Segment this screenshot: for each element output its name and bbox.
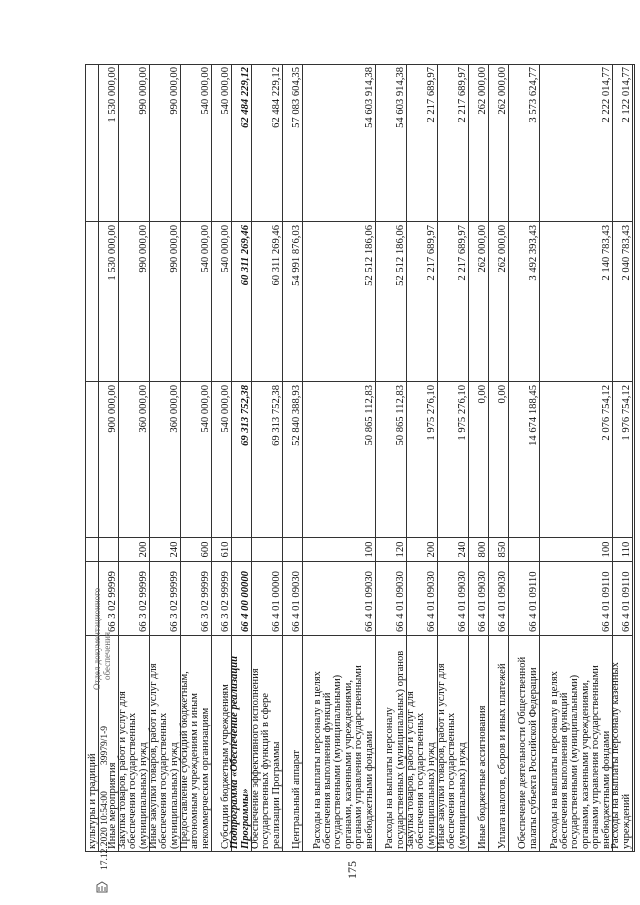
row-name: Иные мероприятия [106, 762, 118, 849]
table-row [489, 64, 509, 852]
row-code: 66 4 01 09030 [283, 562, 302, 636]
row-value-3: 2 217 689,97 [407, 64, 437, 222]
row-name: культуры и традиций [86, 753, 98, 849]
table-row [435, 64, 469, 852]
row-value-3: 2 222 014,77 [540, 64, 612, 222]
row-expense-type: 110 [613, 538, 632, 562]
row-value-1: 52 840 388,93 [283, 382, 302, 538]
row-value-3: 262 000,00 [469, 64, 488, 222]
row-value-1: 50 865 112,83 [376, 382, 406, 538]
row-expense-type: 100 [540, 538, 612, 562]
footer-doc-id: 39979/1-9 [100, 725, 110, 765]
row-name: Предоставление субсидий бюджетным, автономным учреждениям и иным некоммерческим организациям [178, 671, 211, 849]
row-value-3: 54 603 914,38 [303, 64, 375, 222]
row-value-3: 57 083 604,35 [283, 64, 302, 222]
table-row [509, 64, 540, 852]
row-name: Обеспечение деятельности Общественной палаты субъекта Российской Федерации [517, 656, 539, 849]
row-expense-type: 200 [119, 538, 149, 562]
row-expense-type: 610 [212, 538, 231, 562]
page-number: 175 [345, 861, 359, 879]
row-code: 66 4 01 00000 [252, 562, 282, 636]
row-name: Иные бюджетные ассигнования [476, 705, 488, 849]
row-value-1: 0,00 [489, 382, 508, 538]
row-value-2: 262 000,00 [489, 222, 508, 382]
row-expense-type [232, 538, 251, 562]
table-row [610, 64, 633, 852]
row-value-2 [85, 222, 98, 382]
row-value-2: 54 991 876,03 [283, 222, 302, 382]
row-code: 66 4 01 09030 [469, 562, 488, 636]
row-value-3: 62 484 229,12 [232, 64, 251, 222]
row-value-1: 1 975 276,10 [438, 382, 468, 538]
row-value-1: 360 000,00 [150, 382, 180, 538]
row-value-1: 69 313 752,38 [252, 382, 282, 538]
budget-table [85, 64, 635, 852]
row-value-2: 2 217 689,97 [438, 222, 468, 382]
table-row [540, 64, 613, 852]
table-row [469, 64, 489, 852]
row-value-1: 900 000,00 [99, 382, 118, 538]
row-code: 66 4 01 09030 [407, 562, 437, 636]
row-value-3: 2 217 689,97 [438, 64, 468, 222]
stamp-line-1: Отдел документационного [92, 587, 102, 690]
row-code: 66 3 02 99999 [181, 562, 211, 636]
table-row [116, 64, 150, 852]
row-name: Обеспечение эффективного исполнения государственных функций в сфере реализации Программы [249, 668, 282, 849]
row-name: Расходы на выплаты персоналу в целях обеспечения выполнения функций государственными (муниципальными) органами, казенными учреждениями, органами управления государственными внебюджетными фондами [548, 665, 612, 849]
row-expense-type: 100 [303, 538, 375, 562]
row-value-3: 2 122 014,77 [613, 64, 632, 222]
row-code: 66 4 01 09030 [376, 562, 406, 636]
row-value-2: 60 311 269,46 [232, 222, 251, 382]
row-value-3: 540 000,00 [181, 64, 211, 222]
row-value-2: 990 000,00 [150, 222, 180, 382]
table-row [303, 64, 376, 852]
row-value-2: 2 040 783,43 [613, 222, 632, 382]
row-value-2: 60 311 269,46 [252, 222, 282, 382]
row-expense-type: 600 [181, 538, 211, 562]
table-row [178, 64, 212, 852]
table-row [283, 64, 303, 852]
row-value-2: 2 140 783,43 [540, 222, 612, 382]
row-expense-type [283, 538, 302, 562]
row-code: 66 4 01 09110 [509, 562, 539, 636]
row-value-3: 1 530 000,00 [99, 64, 118, 222]
row-expense-type: 240 [150, 538, 180, 562]
row-value-1: 69 313 752,38 [232, 382, 251, 538]
row-value-2: 52 512 186,06 [303, 222, 375, 382]
row-value-2: 52 512 186,06 [376, 222, 406, 382]
row-value-2: 3 492 393,43 [509, 222, 539, 382]
row-expense-type: 850 [489, 538, 508, 562]
row-code: 66 4 01 09030 [489, 562, 508, 636]
row-expense-type [252, 538, 282, 562]
row-name: Закупка товаров, работ и услуг для обеспечения государственных (муниципальных) нужд [116, 691, 149, 849]
row-value-1: 50 865 112,83 [303, 382, 375, 538]
row-value-1: 540 000,00 [212, 382, 231, 538]
row-code: 66 4 01 09030 [438, 562, 468, 636]
row-code: 66 4 01 09030 [303, 562, 375, 636]
row-value-3: 54 603 914,38 [376, 64, 406, 222]
row-name: Подпрограмма «Обеспечение реализации Программы» [229, 655, 251, 849]
row-name: Расходы на выплаты персоналу в целях обеспечения выполнения функций государственными (муниципальными) органами, казенными учреждениями, органами управления государственными внебюджетными фондами [311, 665, 375, 849]
row-code: 66 3 02 99999 [212, 562, 231, 636]
row-value-1: 0,00 [469, 382, 488, 538]
row-value-1: 14 674 188,45 [509, 382, 539, 538]
row-code: 66 4 01 09110 [613, 562, 632, 636]
row-name: Расходы на выплаты персоналу казенных учреждений [610, 662, 632, 849]
row-value-1 [85, 382, 98, 538]
row-value-2: 540 000,00 [212, 222, 231, 382]
row-expense-type: 200 [407, 538, 437, 562]
row-expense-type: 120 [376, 538, 406, 562]
row-value-2: 1 530 000,00 [99, 222, 118, 382]
row-code: 66 3 02 99999 [119, 562, 149, 636]
row-value-3: 262 000,00 [489, 64, 508, 222]
row-expense-type: 800 [469, 538, 488, 562]
row-code: 66 4 01 09110 [540, 562, 612, 636]
table-row [229, 64, 252, 852]
row-value-1: 540 000,00 [181, 382, 211, 538]
row-value-3: 3 573 624,77 [509, 64, 539, 222]
row-value-2: 262 000,00 [469, 222, 488, 382]
table-row [404, 64, 438, 852]
stamp-logo-icon [95, 880, 109, 894]
row-value-3: 62 484 229,12 [252, 64, 282, 222]
row-name: Субсидии бюджетным учреждениям [219, 684, 231, 849]
table-row [249, 64, 283, 852]
row-expense-type: 240 [438, 538, 468, 562]
row-value-2: 2 217 689,97 [407, 222, 437, 382]
table-row [147, 64, 181, 852]
row-name: Уплата налогов, сборов и иных платежей [496, 663, 508, 849]
footer-date: 17.12.2020 10:54:00 [100, 791, 110, 870]
row-expense-type [99, 538, 118, 562]
row-value-3 [85, 64, 98, 222]
row-value-1: 360 000,00 [119, 382, 149, 538]
row-name: Иные закупки товаров, работ и услуг для обеспечения государственных (муниципальных) нужд [147, 663, 180, 849]
row-code: 66 4 00 00000 [232, 562, 251, 636]
row-value-1: 1 976 754,12 [613, 382, 632, 538]
row-value-1: 1 975 276,10 [407, 382, 437, 538]
row-value-2: 540 000,00 [181, 222, 211, 382]
row-value-3: 540 000,00 [212, 64, 231, 222]
table-row [85, 64, 99, 852]
row-value-3: 990 000,00 [119, 64, 149, 222]
row-code: 66 3 02 99999 [150, 562, 180, 636]
row-expense-type [509, 538, 539, 562]
row-name: Иные закупки товаров, работ и услуг для обеспечения государственных (муниципальных) нужд [435, 663, 468, 849]
row-value-2: 990 000,00 [119, 222, 149, 382]
row-name: Расходы на выплаты персоналу государственных (муниципальных) органов [384, 650, 406, 849]
row-expense-type [85, 538, 98, 562]
row-value-1: 2 076 754,12 [540, 382, 612, 538]
table-row [376, 64, 407, 852]
row-value-3: 990 000,00 [150, 64, 180, 222]
row-name: Закупка товаров, работ и услуг для обеспечения государственных (муниципальных) нужд [404, 691, 437, 849]
row-name: Центральный аппарат [290, 749, 302, 849]
stamp-line-2: обеспечения [102, 631, 112, 680]
row-code: 66 3 02 99999 [99, 562, 118, 636]
